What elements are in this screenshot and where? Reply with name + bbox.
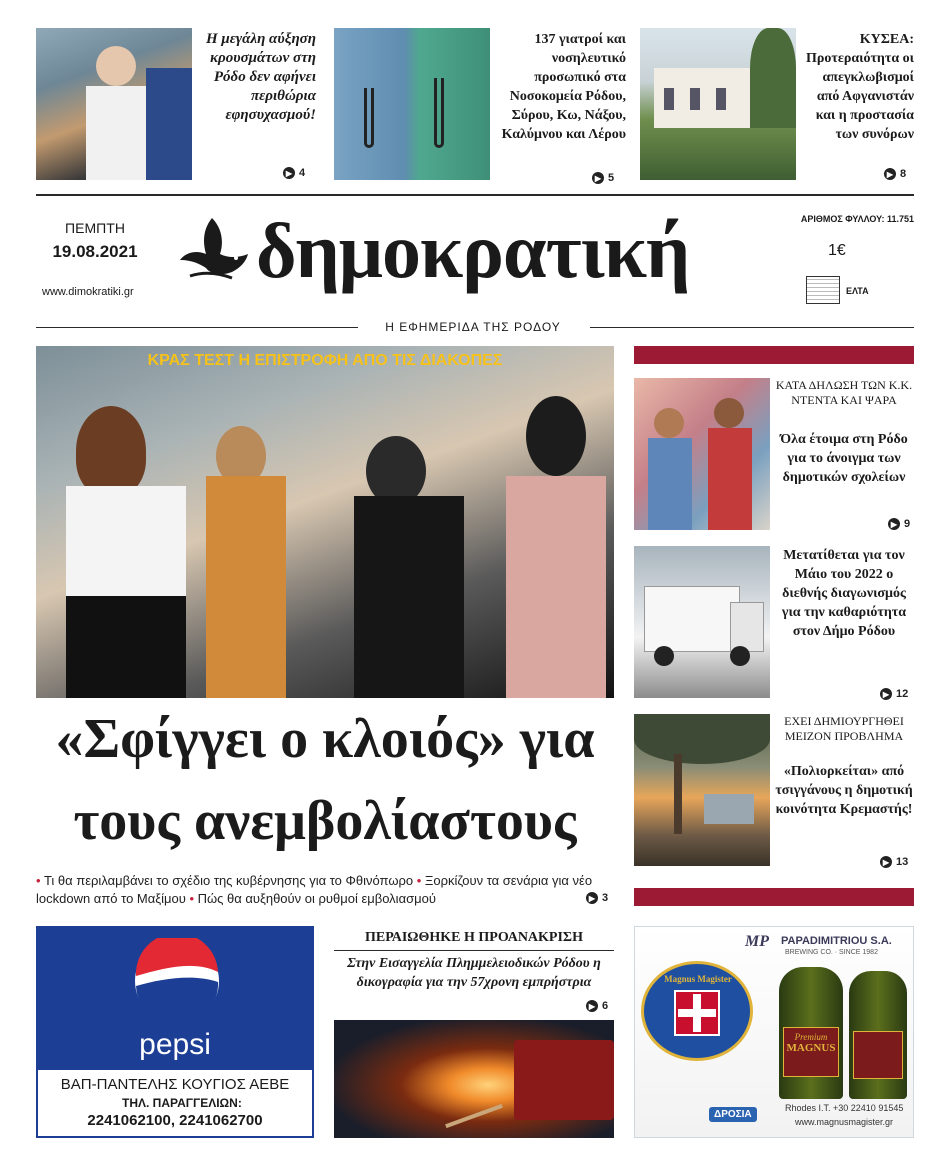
arrow-right-icon: ▶ xyxy=(888,518,900,530)
main-story-headline-line2[interactable]: τους ανεμβολίαστους xyxy=(73,790,577,852)
side-story-1-headline[interactable]: Όλα έτοιμα στη Ρόδο για το άνοιγμα των δημοτικών σχολείων xyxy=(780,432,908,485)
side-story-1-photo xyxy=(634,378,770,530)
side-story-1-page-ref[interactable]: ▶ 9 xyxy=(888,518,910,530)
top-divider xyxy=(36,194,914,196)
bottle-label: MAGNUS xyxy=(786,1042,836,1054)
masthead-rule-right xyxy=(590,327,914,328)
side-story-2-headline[interactable]: Μετατίθεται για τον Μάιο του 2022 ο διεθνής διαγωνισμός για την καθαριότητα στον Δήμο Ρόδου xyxy=(781,548,907,639)
right-column-top-bar xyxy=(634,346,914,364)
side-story-3-kicker: ΕΧΕΙ ΔΗΜΙΟΥΡΓΗΘΕΙ ΜΕΙΖΟΝ ΠΡΟΒΛΗΜΑ xyxy=(784,714,904,743)
main-story-page-ref[interactable]: ▶ 3 xyxy=(586,892,608,904)
postal-label: ΕΛΤΑ xyxy=(846,286,869,296)
pepsi-phone-label: ΤΗΛ. ΠΑΡΑΓΓΕΛΙΩΝ: xyxy=(122,1096,242,1110)
top-story-1-page-ref[interactable]: ▶ 4 xyxy=(283,167,305,179)
top-story-2-page-ref[interactable]: ▶ 5 xyxy=(592,172,614,184)
side-story-3-page-ref[interactable]: ▶ 13 xyxy=(880,856,908,868)
postal-stamp-icon xyxy=(806,276,840,304)
bullet-1: Τι θα περιλαμβάνει το σχέδιο της κυβέρνησης για το Φθινόπωρο xyxy=(43,873,414,888)
masthead-website[interactable]: www.dimokratiki.gr xyxy=(42,286,134,298)
bullet-2: Ξορκίζουν τα σενάρια για νέο lockdown από το Μαξίμου xyxy=(36,873,593,906)
beer-ad[interactable] xyxy=(634,926,914,1138)
bottom-story-rule xyxy=(334,950,614,951)
top-story-3-photo xyxy=(640,28,796,180)
dove-logo-icon xyxy=(176,214,250,290)
masthead-issue: ΑΡΙΘΜΟΣ ΦΥΛΛΟΥ: 11.751 xyxy=(800,214,914,224)
main-story-headline-line1[interactable]: «Σφίγγει ο κλοιός» για xyxy=(55,708,595,770)
bottom-story-kicker: ΠΕΡΑΙΩΘΗΚΕ Η ΠΡΟΑΝΑΚΡΙΣΗ xyxy=(365,930,583,945)
beer-company-sub: BREWING CO. · SINCE 1982 xyxy=(785,949,878,956)
top-story-1-photo xyxy=(36,28,192,180)
drosia-logo: ΔΡΟΣΙΑ xyxy=(709,1107,757,1122)
arrow-right-icon: ▶ xyxy=(586,892,598,904)
arrow-right-icon: ▶ xyxy=(283,167,295,179)
beer-bottle-2 xyxy=(849,971,907,1099)
side-story-2-page-ref[interactable]: ▶ 12 xyxy=(880,688,908,700)
top-story-2-photo xyxy=(334,28,490,180)
top-story-1-headline[interactable]: Η μεγάλη αύξηση κρουσμάτων στη Ρόδο δεν αφήνει περιθώρια εφησυχασμού! xyxy=(205,31,316,123)
pepsi-globe-icon xyxy=(134,938,220,1024)
arrow-right-icon: ▶ xyxy=(880,688,892,700)
masthead-title: δημοκρατική xyxy=(256,207,690,294)
side-story-2-photo xyxy=(634,546,770,698)
top-story-2-headline[interactable]: 137 γιατροί και νοσηλευτικό προσωπικό στα Νοσοκομεία Ρόδου, Σύρου, Κω, Νάξου, Καλύμνου και Λέρου xyxy=(501,32,626,142)
top-story-3-text: Προτεραιότητα οι απεγκλωβισμοί από Αφγανιστάν και η προστασία των συνόρων xyxy=(806,51,914,142)
masthead-day: ΠΕΜΠΤΗ xyxy=(65,220,125,236)
bottom-story-headline[interactable]: Στην Εισαγγελία Πλημμελειοδικών Ρόδου η δικογραφία για την 57χρονη εμπρήστρια xyxy=(347,956,601,990)
masthead-price: 1€ xyxy=(828,242,846,259)
pepsi-wordmark: pepsi xyxy=(139,1028,211,1061)
beer-website[interactable]: www.magnusmagister.gr xyxy=(795,1117,894,1127)
masthead-date: 19.08.2021 xyxy=(52,242,138,261)
pepsi-company: ΒΑΠ-ΠΑΝΤΕΛΗΣ ΚΟΥΓΙΟΣ ΑΕΒΕ xyxy=(60,1076,290,1093)
side-story-1-kicker: ΚΑΤΑ ΔΗΛΩΣΗ ΤΩΝ Κ.Κ. ΝΤΕΝΤΑ ΚΑΙ ΨΑΡΑ xyxy=(775,378,913,407)
side-story-3-headline[interactable]: «Πολιορκείται» από τσιγγάνους η δημοτική κοινότητα Κρεμαστής! xyxy=(775,764,913,817)
main-story-kicker: ΚΡΑΣ ΤΕΣΤ Η ΕΠΙΣΤΡΟΦΗ ΑΠΟ ΤΙΣ ΔΙΑΚΟΠΕΣ xyxy=(147,352,503,369)
top-story-3-headline[interactable] xyxy=(798,30,914,144)
magnus-badge-icon xyxy=(641,961,753,1061)
arrow-right-icon: ▶ xyxy=(592,172,604,184)
pepsi-phones: 2241062100, 2241062700 xyxy=(87,1112,263,1129)
bottom-story-photo xyxy=(334,1020,614,1138)
bullet-3: Πώς θα αυξηθούν οι ρυθμοί εμβολιασμού xyxy=(197,891,436,906)
main-story-photo xyxy=(36,346,614,698)
magnus-badge-text: Magnus Magister xyxy=(664,974,732,984)
side-story-3-photo xyxy=(634,714,770,866)
top-story-3-page-ref[interactable]: ▶ 8 xyxy=(884,168,906,180)
bottle-label-sub: Premium xyxy=(794,1032,828,1042)
main-story-bullets: • Τι θα περιλαμβάνει το σχέδιο της κυβέρνησης για το Φθινόπωρο • Ξορκίζουν τα σενάρια για νέο lockdown από το Μαξίμου • Πώς θα αυξηθούν οι ρυθμοί εμβολιασμού xyxy=(36,873,593,906)
arrow-right-icon: ▶ xyxy=(880,856,892,868)
mp-logo-icon: MP xyxy=(745,933,769,950)
arrow-right-icon: ▶ xyxy=(884,168,896,180)
beer-contact: Rhodes I.T. +30 22410 91545 xyxy=(785,1103,904,1113)
top-story-3-lead: ΚΥΣΕΑ: xyxy=(859,32,914,47)
right-column-bottom-bar xyxy=(634,888,914,906)
arrow-right-icon: ▶ xyxy=(586,1000,598,1012)
beer-bottle-1 xyxy=(779,967,843,1099)
masthead-rule-left xyxy=(36,327,358,328)
masthead-subtitle: Η ΕΦΗΜΕΡΙΔΑ ΤΗΣ ΡΟΔΟΥ xyxy=(385,320,561,334)
bottom-story-page-ref[interactable]: ▶ 6 xyxy=(586,1000,608,1012)
pepsi-ad[interactable] xyxy=(36,926,314,1138)
beer-company: PAPADIMITRIOU S.A. xyxy=(781,935,892,947)
